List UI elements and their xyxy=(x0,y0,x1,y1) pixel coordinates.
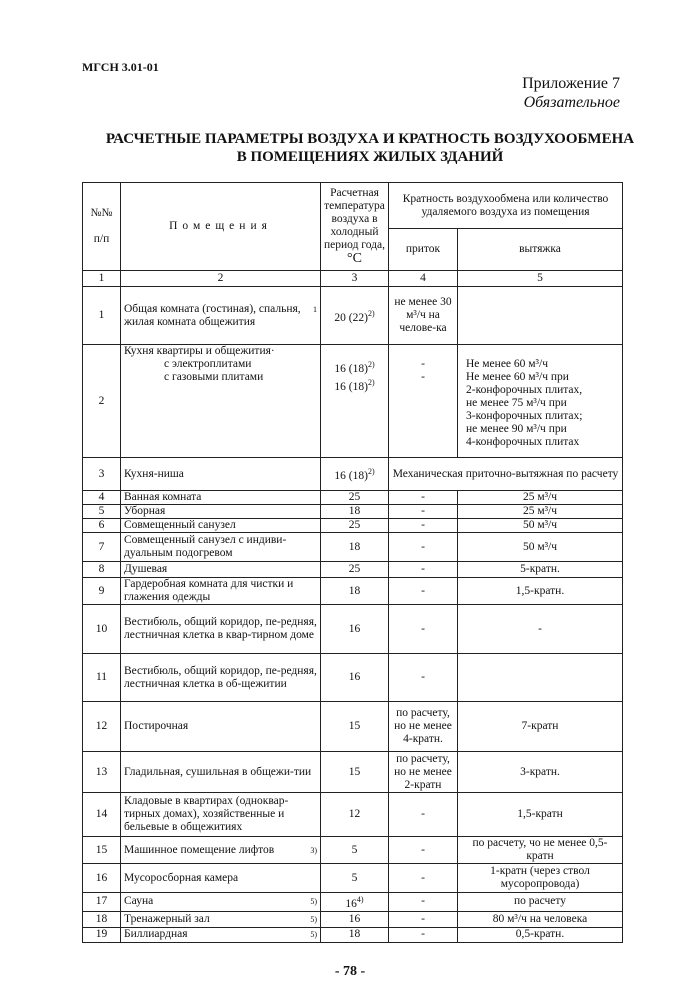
room-subtype: с электроплитами xyxy=(164,358,252,370)
temperature-text: 25 xyxy=(348,519,361,531)
row-number: 16 xyxy=(83,864,121,893)
page-number: - 78 - xyxy=(334,964,366,979)
temperature-text: 16 (18) xyxy=(334,380,368,393)
supply-value: - xyxy=(389,578,458,605)
exhaust-value: 5-кратн. xyxy=(458,562,623,578)
table-row xyxy=(83,345,623,458)
supply-value xyxy=(389,345,458,458)
title-line-1: РАСЧЕТНЫЕ ПАРАМЕТРЫ ВОЗДУХА И КРАТНОСТЬ ВОЗДУХООБМЕНА xyxy=(105,131,635,147)
table-row xyxy=(83,458,623,491)
temperature-text: 5 xyxy=(351,843,358,856)
design-temperature xyxy=(321,505,389,519)
footnote-mark: 4) xyxy=(356,895,364,904)
temperature-text: 16 xyxy=(348,671,361,683)
temperature-value xyxy=(324,358,385,376)
supply-line: - xyxy=(421,371,425,383)
room-name xyxy=(121,562,321,578)
room-name xyxy=(121,864,321,893)
supply-value: - xyxy=(389,562,458,578)
room-name xyxy=(121,345,321,458)
room-name-text: Кладовые в квартирах (одноквар-тирных домах), хозяйственные и бельевые в общежитиях xyxy=(124,795,289,833)
exhaust-value xyxy=(458,287,623,345)
room-name xyxy=(121,533,321,562)
design-temperature xyxy=(321,578,389,605)
design-temperature xyxy=(321,345,389,458)
temperature-value xyxy=(324,376,385,394)
room-name xyxy=(121,578,321,605)
table-row xyxy=(83,893,623,912)
title-line-2: В ПОМЕЩЕНИЯХ ЖИЛЫХ ЗДАНИЙ xyxy=(236,149,504,165)
footnote-mark: 2) xyxy=(367,360,375,369)
room-name xyxy=(121,605,321,654)
room-name-text: Биллиардная xyxy=(124,928,188,941)
room-name-text: Мусоросборная камера xyxy=(124,871,239,884)
design-temperature xyxy=(321,562,389,578)
header-supply: приток xyxy=(389,229,458,271)
air-parameters-table xyxy=(82,182,623,943)
header-room: Помещения xyxy=(121,183,321,271)
page-title xyxy=(0,130,700,166)
row-number: 19 xyxy=(83,927,121,942)
header-num: №№ п/п xyxy=(83,183,121,271)
exhaust-line: 2-конфорочных плитах, xyxy=(466,384,583,396)
row-number: 13 xyxy=(83,752,121,793)
exhaust-value: по расчету xyxy=(458,893,623,912)
row-number: 5 xyxy=(83,505,121,519)
footnote-mark: 5) xyxy=(310,914,317,924)
room-name xyxy=(121,519,321,533)
room-name-text: Кухня-ниша xyxy=(124,467,184,480)
row-number: 2 xyxy=(83,345,121,458)
supply-value: - xyxy=(389,605,458,654)
exhaust-value: 80 м³/ч на человека xyxy=(458,911,623,927)
exhaust-line: 3-конфорочных плитах; xyxy=(466,410,583,422)
temperature-text: 18 xyxy=(348,505,361,517)
temperature-text: 16 (18) xyxy=(334,362,368,375)
temperature-text: 16 xyxy=(348,622,361,635)
appendix-label xyxy=(522,74,620,112)
exhaust-value xyxy=(458,345,623,458)
table-row xyxy=(83,793,623,837)
temperature-text: 20 (22) xyxy=(334,311,368,324)
exhaust-value xyxy=(458,654,623,702)
design-temperature xyxy=(321,654,389,702)
supply-value: - xyxy=(389,893,458,912)
design-temperature xyxy=(321,458,389,491)
exhaust-value: 1-кратн (через ствол мусоропровода) xyxy=(458,864,623,893)
supply-value: - xyxy=(389,519,458,533)
room-name xyxy=(121,927,321,942)
table-row xyxy=(83,837,623,864)
row-number: 15 xyxy=(83,837,121,864)
supply-value: - xyxy=(389,533,458,562)
supply-value: - xyxy=(389,793,458,837)
col-number: 2 xyxy=(121,271,321,287)
col-number: 4 xyxy=(389,271,458,287)
exhaust-value: 3-кратн. xyxy=(458,752,623,793)
temperature-text: 16 xyxy=(345,897,357,910)
table-row xyxy=(83,864,623,893)
room-name xyxy=(121,702,321,752)
footnote-mark: 2) xyxy=(367,377,375,387)
temperature-text: 12 xyxy=(348,808,361,820)
temperature-text: 15 xyxy=(348,720,361,732)
design-temperature xyxy=(321,837,389,864)
row-number: 4 xyxy=(83,491,121,505)
supply-value: - xyxy=(389,864,458,893)
temperature-text: 25 xyxy=(348,491,361,503)
supply-value: - xyxy=(389,654,458,702)
supply-value: не менее 30 м³/ч на челове-ка xyxy=(389,287,458,345)
exhaust-value: 1,5-кратн xyxy=(458,793,623,837)
row-number: 17 xyxy=(83,893,121,912)
temperature-text: 16 (18) xyxy=(334,469,368,482)
room-name-text: Уборная xyxy=(124,505,166,517)
table-row xyxy=(83,752,623,793)
temperature-text: 16 xyxy=(348,912,361,925)
header-exchange: Кратность воздухообмена или количество удаляемого воздуха из помещения xyxy=(389,183,623,229)
room-name xyxy=(121,893,321,912)
table-row xyxy=(83,519,623,533)
row-number: 12 xyxy=(83,702,121,752)
design-temperature xyxy=(321,287,389,345)
temperature-text: 18 xyxy=(348,928,361,941)
col-number: 3 xyxy=(321,271,389,287)
exhaust-value: 50 м³/ч xyxy=(458,533,623,562)
room-subtype: с газовыми плитами xyxy=(164,371,264,383)
exhaust-line: не менее 90 м³/ч при xyxy=(466,423,567,435)
supply-line: - xyxy=(421,358,425,370)
room-name-text: Совмещенный санузел xyxy=(124,519,236,531)
room-name-text: Вестибюль, общий коридор, пе-редняя, лестничная клетка в об-щежитии xyxy=(124,664,317,690)
room-name xyxy=(121,837,321,864)
exhaust-line: 4-конфорочных плитах xyxy=(466,436,580,448)
document-code: МГСН 3.01-01 xyxy=(82,60,159,74)
header-temp: Расчетная температура воздуха в холодный период года, °С xyxy=(321,183,389,271)
supply-value: - xyxy=(389,911,458,927)
design-temperature xyxy=(321,491,389,505)
design-temperature xyxy=(321,893,389,912)
table-row xyxy=(83,702,623,752)
row-number: 3 xyxy=(83,458,121,491)
row-number: 7 xyxy=(83,533,121,562)
design-temperature xyxy=(321,519,389,533)
exhaust-value: - xyxy=(458,605,623,654)
design-temperature xyxy=(321,533,389,562)
supply-value: - xyxy=(389,505,458,519)
appendix-number: Приложение 7 xyxy=(522,75,620,92)
row-number: 6 xyxy=(83,519,121,533)
table-row xyxy=(83,654,623,702)
design-temperature xyxy=(321,793,389,837)
design-temperature xyxy=(321,752,389,793)
room-name xyxy=(121,458,321,491)
row-number: 1 xyxy=(83,287,121,345)
design-temperature xyxy=(321,702,389,752)
footnote-mark: 5) xyxy=(310,930,317,940)
supply-value: по расчету, но не менее 2-кратн xyxy=(389,752,458,793)
room-name-text: Общая комната (гостиная), спальня, жилая комната общежития xyxy=(124,302,301,328)
row-number: 9 xyxy=(83,578,121,605)
table-row xyxy=(83,605,623,654)
exhaust-value: 25 м³/ч xyxy=(458,491,623,505)
footnote-mark: 2) xyxy=(367,467,375,477)
table-row xyxy=(83,927,623,942)
footnote-mark: 3) xyxy=(310,845,317,855)
temperature-text: 18 xyxy=(348,540,361,553)
design-temperature xyxy=(321,864,389,893)
room-name xyxy=(121,752,321,793)
exhaust-value: 1,5-кратн. xyxy=(458,578,623,605)
supply-value: - xyxy=(389,491,458,505)
temperature-text: 18 xyxy=(348,584,361,597)
room-name xyxy=(121,491,321,505)
table-row xyxy=(83,911,623,927)
footnote-mark: 1 xyxy=(313,304,317,314)
merged-exchange: Механическая приточно-вытяжная по расчету xyxy=(389,458,623,491)
room-name-text: Вестибюль, общий коридор, пе-редняя, лестничная клетка в квар-тирном доме xyxy=(124,616,317,641)
room-name xyxy=(121,911,321,927)
design-temperature xyxy=(321,911,389,927)
exhaust-value: 50 м³/ч xyxy=(458,519,623,533)
design-temperature xyxy=(321,927,389,942)
exhaust-value: 25 м³/ч xyxy=(458,505,623,519)
room-name-text: Гладильная, сушильная в общежи-тии xyxy=(124,765,312,778)
room-name xyxy=(121,793,321,837)
row-number: 10 xyxy=(83,605,121,654)
table-row xyxy=(83,578,623,605)
temperature-text: 25 xyxy=(348,563,361,575)
footnote-mark: 5) xyxy=(310,897,317,907)
table-row xyxy=(83,562,623,578)
room-name-text: Гардеробная комната для чистки и глажения одежды xyxy=(124,578,294,603)
header-exhaust: вытяжка xyxy=(458,229,623,271)
row-number: 8 xyxy=(83,562,121,578)
row-number: 18 xyxy=(83,911,121,927)
appendix-status: Обязательное xyxy=(523,94,620,111)
room-name-text: Тренажерный зал xyxy=(124,912,210,925)
exhaust-value: по расчету, чо не менее 0,5-кратн xyxy=(458,837,623,864)
exhaust-value: 7-кратн xyxy=(458,702,623,752)
exhaust-line: Не менее 60 м³/ч при xyxy=(466,371,569,383)
table-row xyxy=(83,287,623,345)
room-name-text: Ванная комната xyxy=(124,491,202,503)
exhaust-value: 0,5-кратн. xyxy=(458,927,623,942)
room-name-text: Машинное помещение лифтов xyxy=(124,843,275,856)
supply-value: - xyxy=(389,927,458,942)
supply-value: - xyxy=(389,837,458,864)
supply-value: по расчету, но не менее 4-кратн. xyxy=(389,702,458,752)
room-name xyxy=(121,654,321,702)
table-row xyxy=(83,505,623,519)
row-number: 11 xyxy=(83,654,121,702)
col-number: 5 xyxy=(458,271,623,287)
room-name-text: Постирочная xyxy=(124,720,189,732)
table-row xyxy=(83,491,623,505)
col-number: 1 xyxy=(83,271,121,287)
footnote-mark: 2) xyxy=(367,308,375,318)
design-temperature xyxy=(321,605,389,654)
exhaust-line: Не менее 60 м³/ч xyxy=(466,358,548,370)
room-name-text: Совмещенный санузел с индиви-дуальным подогревом xyxy=(124,534,287,559)
row-number: 14 xyxy=(83,793,121,837)
temperature-text: 5 xyxy=(351,871,358,884)
room-name-text: Сауна xyxy=(124,895,154,908)
exhaust-line: не менее 75 м³/ч при xyxy=(466,397,567,409)
room-name-text: Кухня квартиры и общежития· xyxy=(124,345,275,357)
room-name xyxy=(121,505,321,519)
room-name xyxy=(121,287,321,345)
room-name-text: Душевая xyxy=(124,563,168,575)
table-row xyxy=(83,533,623,562)
temperature-text: 15 xyxy=(348,765,361,778)
